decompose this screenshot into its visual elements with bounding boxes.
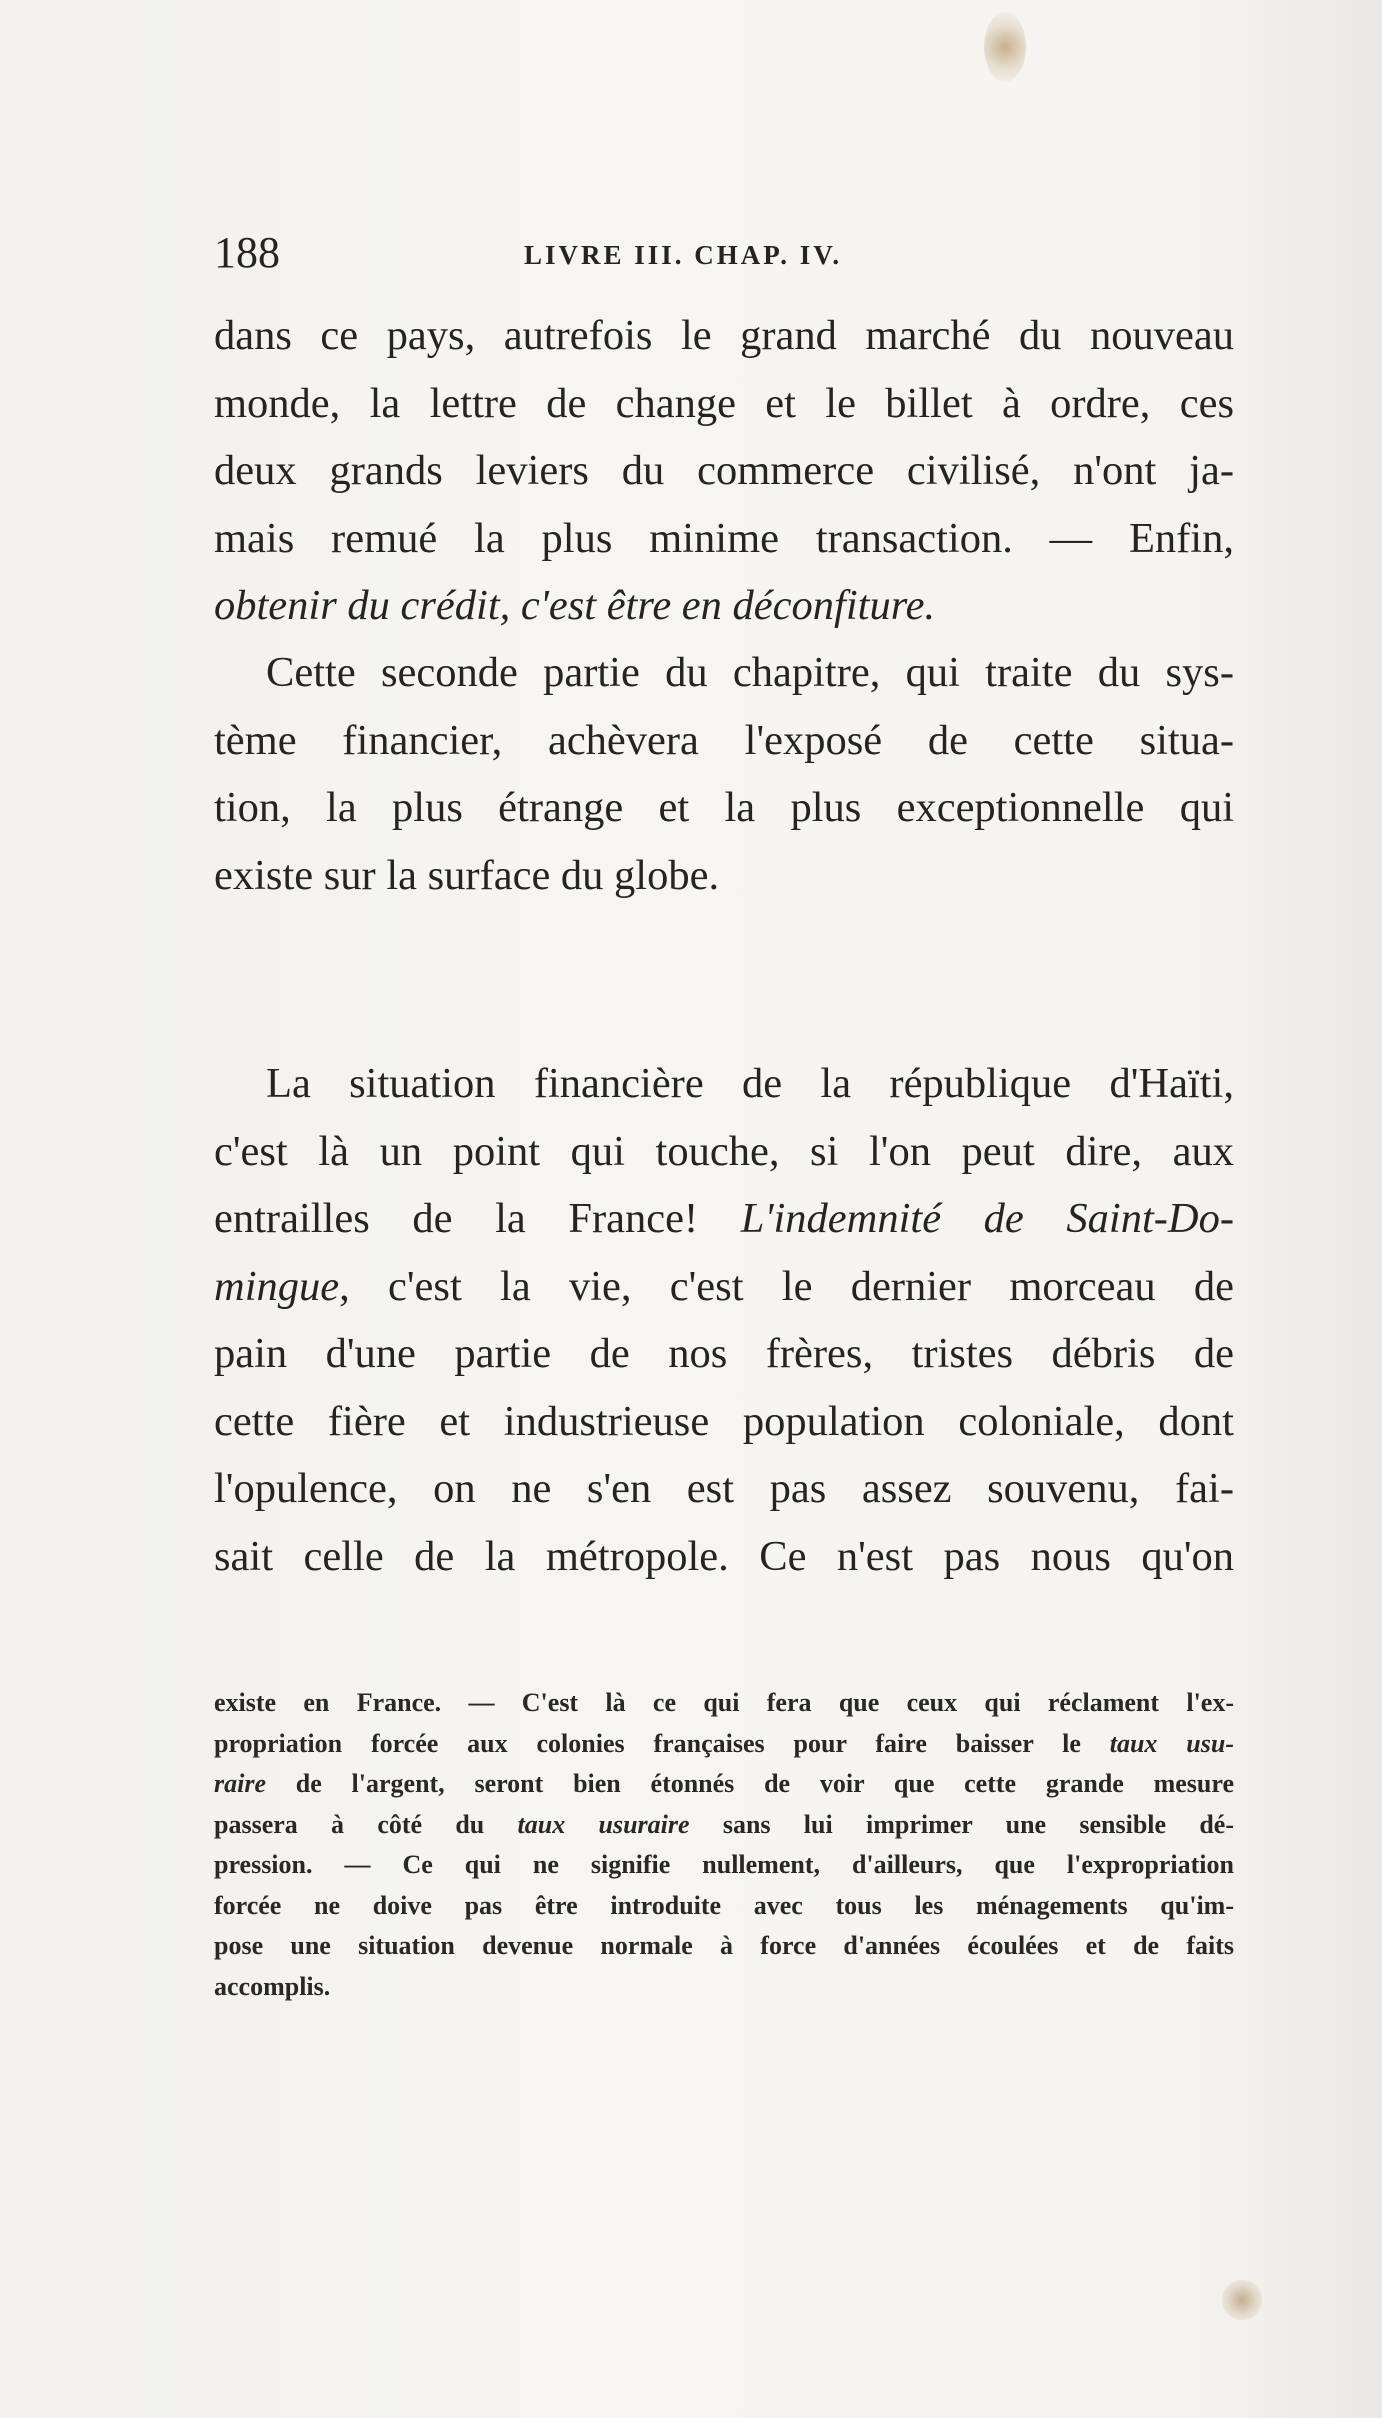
text-line — [214, 1253, 1234, 1321]
footnote-line — [214, 1805, 1234, 1846]
italic-phrase: L'indemnité de Saint-Do- — [740, 1195, 1234, 1242]
footnote-line — [214, 1764, 1234, 1805]
italic-phrase: taux usu- — [1109, 1728, 1234, 1758]
text-line: existe sur la surface du globe. — [214, 851, 720, 899]
footnote-line — [214, 1724, 1234, 1765]
text-line: tion, la plus étrange et la plus exceptionnelle qui — [214, 784, 1234, 831]
text-segment: de l'argent, seront bien étonnés de voir que cette grande mesure — [266, 1769, 1234, 1798]
text-line: mais remué la plus minime transaction. — Enfin, — [214, 514, 1234, 562]
footnote-line: accomplis. — [214, 1971, 331, 2001]
text-line: monde, la lettre de change et le billet à ordre, ces — [214, 379, 1234, 427]
paragraph-continuation — [214, 302, 1234, 640]
text-segment: entrailles de la France! — [214, 1195, 741, 1242]
text-line: Cette seconde partie du chapitre, qui traite du sys- — [266, 649, 1234, 696]
text-line: tème financier, achèvera l'exposé de cette situa- — [214, 716, 1234, 764]
running-head: LIVRE III. CHAP. IV. — [524, 240, 843, 270]
text-line: pain d'une partie de nos frères, tristes débris de — [214, 1330, 1234, 1377]
text-line: c'est là un point qui touche, si l'on peut dire, aux — [214, 1127, 1234, 1175]
text-line: l'opulence, on ne s'en est pas assez souvenu, fai- — [214, 1465, 1234, 1512]
page-header — [214, 228, 1234, 278]
page-number: 188 — [214, 228, 280, 277]
paragraph-intro — [214, 639, 1234, 909]
paper-stain — [984, 12, 1026, 82]
footnote-line: forcée ne doive pas être introduite avec tous les ménagements qu'im- — [214, 1890, 1234, 1920]
footnote-line: pression. — Ce qui ne signifie nullement, d'ailleurs, que l'expropriation — [214, 1850, 1234, 1879]
paper-stain — [1222, 2280, 1262, 2320]
text-segment: passera à côté du — [214, 1809, 518, 1839]
italic-phrase: taux usuraire — [517, 1809, 690, 1839]
text-line — [214, 1185, 1234, 1253]
text-segment: , c'est la vie, c'est le dernier morceau de — [339, 1262, 1234, 1310]
text-line: La situation financière de la république d'Haïti, — [266, 1060, 1234, 1107]
italic-phrase: mingue — [214, 1262, 340, 1310]
italic-phrase: raire — [214, 1769, 266, 1798]
footnote — [214, 1683, 1234, 2007]
paragraph-financial-situation — [214, 1050, 1234, 1590]
text-line: cette fière et industrieuse population coloniale, dont — [214, 1397, 1234, 1445]
text-line: sait celle de la métropole. Ce n'est pas nous qu'on — [214, 1532, 1234, 1580]
footnote-line: pose une situation devenue normale à force d'années écoulées et de faits — [214, 1931, 1234, 1960]
text-segment: sans lui imprimer une sensible dé- — [689, 1809, 1234, 1839]
text-line: dans ce pays, autrefois le grand marché du nouveau — [214, 312, 1234, 359]
text-line: deux grands leviers du commerce civilisé, n'ont ja- — [214, 447, 1234, 494]
footnote-line: existe en France. — C'est là ce qui fera que ceux qui réclament l'ex- — [214, 1688, 1234, 1717]
text-segment: propriation forcée aux colonies françaises pour faire baisser le — [214, 1728, 1110, 1758]
text-line: obtenir du crédit, c'est être en déconfiture. — [214, 582, 936, 629]
